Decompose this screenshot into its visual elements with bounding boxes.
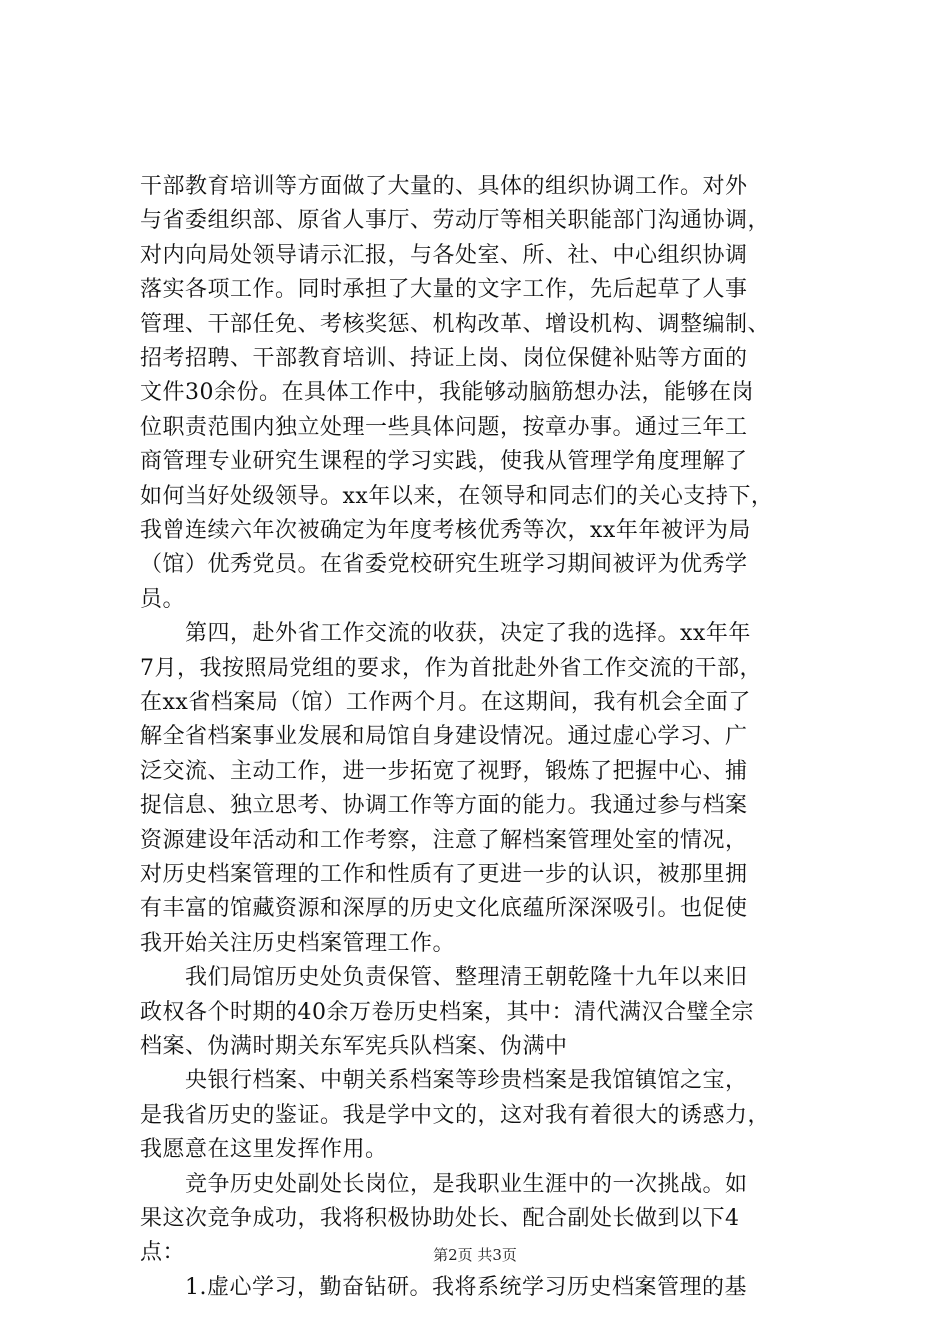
text-line: 政权各个时期的40余万卷历史档案，其中：清代满汉合璧全宗 [140,999,754,1025]
text-line: 我曾连续六年次被确定为年度考核优秀等次，xx年年被评为局 [140,518,751,543]
text-line: 是我省历史的鉴证。我是学中文的，这对我有着很大的诱惑力， [140,1102,771,1128]
text-line: 资源建设年活动和工作考察，注意了解档案管理处室的情况， [140,827,748,853]
text-line: 我愿意在这里发挥作用。 [140,1137,388,1163]
text-line: 员。 [140,586,186,612]
text-line: 对内向局处领导请示汇报，与各处室、所、社、中心组织协调 [140,242,748,268]
text-line: 对历史档案管理的工作和性质有了更进一步的认识，被那里拥 [140,862,748,887]
text-line: 干部教育培训等方面做了大量的、具体的组织协调工作。对外 [140,174,748,199]
text-line: 7月，我按照局党组的要求，作为首批赴外省工作交流的干部， [140,655,762,681]
text-line: 与省委组织部、原省人事厅、劳动厅等相关职能部门沟通协调， [140,208,771,234]
text-line: 位职责范围内独立处理一些具体问题，按章办事。通过三年工 [140,414,748,440]
text-line: 泛交流、主动工作，进一步拓宽了视野，锻炼了把握中心、捕 [140,758,748,784]
text-line: 捉信息、独立思考、协调工作等方面的能力。我通过参与档案 [140,793,748,819]
text-line: 我们局馆历史处负责保管、整理清王朝乾隆十九年以来旧 [140,965,748,991]
text-line: 有丰富的馆藏资源和深厚的历史文化底蕴所深深吸引。也促使 [140,896,748,922]
page-footer: 第2页 共3页 [433,1246,517,1264]
text-line: 果这次竞争成功，我将积极协助处长、配合副处长做到以下4 [140,1206,740,1231]
text-line: 档案、伪满时期关东军宪兵队档案、伪满中 [140,1034,568,1059]
text-line: 央银行档案、中朝关系档案等珍贵档案是我馆镇馆之宝， [140,1068,748,1094]
text-line: 管理、干部任免、考核奖惩、机构改革、增设机构、调整编制、 [140,311,771,337]
text-line: 点： [140,1240,186,1266]
text-line: 1.虚心学习，勤奋钻研。我将系统学习历史档案管理的基 [140,1274,747,1300]
text-line: 竞争历史处副处长岗位，是我职业生涯中的一次挑战。如 [140,1171,748,1197]
text-line: （馆）优秀党员。在省委党校研究生班学习期间被评为优秀学 [140,552,748,578]
text-line: 如何当好处级领导。xx年以来，在领导和同志们的关心支持下， [140,483,774,509]
text-line: 落实各项工作。同时承担了大量的文字工作，先后起草了人事 [140,277,748,303]
text-line: 招考招聘、干部教育培训、持证上岗、岗位保健补贴等方面的 [140,346,748,371]
text-line: 在xx省档案局（馆）工作两个月。在这期间，我有机会全面了 [140,690,751,715]
text-line: 解全省档案事业发展和局馆自身建设情况。通过虚心学习、广 [140,724,748,750]
text-line: 文件30余份。在具体工作中，我能够动脑筋想办法，能够在岗 [140,380,754,406]
text-line: 第四，赴外省工作交流的收获，决定了我的选择。xx年年 [140,621,751,647]
text-line: 我开始关注历史档案管理工作。 [140,930,456,956]
text-line: 商管理专业研究生课程的学习实践，使我从管理学角度理解了 [140,449,748,475]
